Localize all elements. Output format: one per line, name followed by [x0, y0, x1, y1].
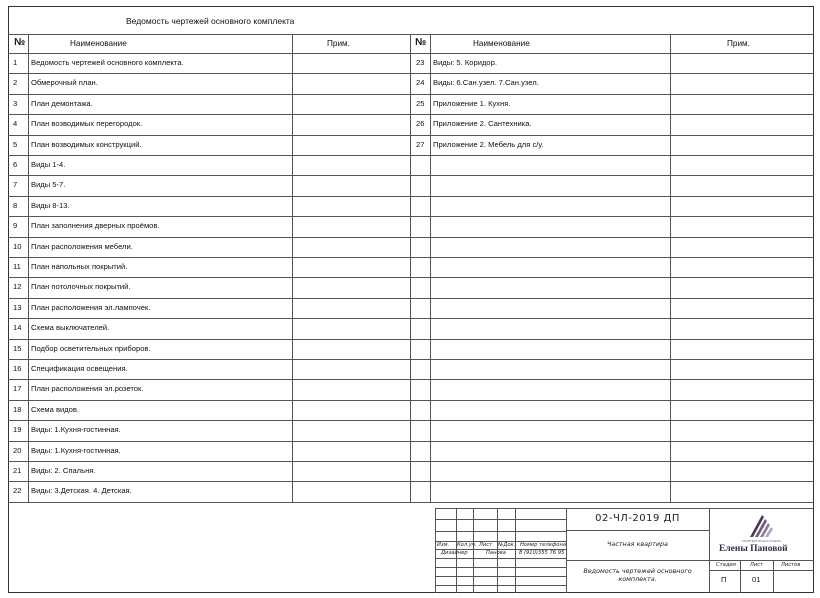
sheet-title-line2: комплекта.	[618, 575, 657, 583]
row-title: Виды: 1.Кухня-гостинная.	[31, 446, 121, 455]
row-title: Виды: 2. Спальня.	[31, 466, 96, 475]
row-number: 22	[13, 486, 22, 495]
row-number: 14	[13, 323, 22, 332]
stamp-middle-row	[566, 530, 709, 531]
row-title: Виды 8-13.	[31, 201, 70, 210]
stamp-izm: Изм.	[437, 542, 450, 548]
row-line	[8, 298, 814, 299]
column-line	[670, 34, 671, 502]
row-line	[8, 400, 814, 401]
header-note-left: Прим.	[327, 39, 350, 48]
row-line	[8, 94, 814, 95]
row-number: 24	[416, 78, 425, 87]
row-line	[8, 114, 814, 115]
stamp-subrow	[435, 519, 566, 520]
row-title: Виды 5-7.	[31, 180, 66, 189]
row-number: 6	[13, 160, 18, 169]
row-title: План возводимых перегородок.	[31, 119, 143, 128]
header-name-left: Наименование	[70, 39, 127, 48]
row-title: План расположения мебели.	[31, 242, 133, 251]
row-title: Ведомость чертежей основного комплекта.	[31, 58, 184, 67]
row-line	[8, 481, 814, 482]
row-line	[8, 175, 814, 176]
row-line	[8, 318, 814, 319]
stamp-top-line	[435, 508, 814, 509]
row-line	[8, 359, 814, 360]
stamp-subrow	[435, 531, 566, 532]
row-title: Виды: 6.Сан.узел. 7.Сан.узел.	[433, 78, 539, 87]
column-line	[28, 34, 29, 502]
row-title: План заполнения дверных проёмов.	[31, 221, 160, 230]
row-number: 3	[13, 99, 18, 108]
stamp-subcolumn	[473, 508, 474, 593]
row-title: План демонтажа.	[31, 99, 93, 108]
row-title: План возводимых конструкций.	[31, 140, 142, 149]
row-title: План потолочных покрытий.	[31, 282, 131, 291]
stamp-phone: 8 (910)355 76 95	[519, 550, 565, 556]
document-title: Ведомость чертежей основного комплекта	[126, 16, 295, 26]
row-title: Схема выключателей.	[31, 323, 110, 332]
row-number: 4	[13, 119, 18, 128]
row-line	[8, 73, 814, 74]
row-number: 25	[416, 99, 425, 108]
header-number-right: №	[415, 37, 427, 48]
row-number: 19	[13, 425, 22, 434]
row-number: 20	[13, 446, 22, 455]
stamp-ndok: №Док.	[498, 542, 516, 548]
row-number: 10	[13, 242, 22, 251]
row-title: Схема видов.	[31, 405, 80, 414]
row-number: 5	[13, 140, 18, 149]
row-number: 21	[13, 466, 22, 475]
stamp-right-col	[740, 560, 741, 593]
row-title: Обмерочный план.	[31, 78, 98, 87]
row-number: 27	[416, 140, 425, 149]
row-line	[8, 420, 814, 421]
row-line	[8, 257, 814, 258]
row-number: 9	[13, 221, 18, 230]
row-number: 13	[13, 303, 22, 312]
column-line	[292, 34, 293, 502]
row-line	[8, 441, 814, 442]
row-line	[8, 461, 814, 462]
row-title: План напольных покрытий.	[31, 262, 128, 271]
row-title: План расположения эл.лампочек.	[31, 303, 151, 312]
stamp-subrow	[435, 576, 566, 577]
row-number: 15	[13, 344, 22, 353]
row-line	[8, 277, 814, 278]
stamp-left-line	[435, 508, 436, 593]
studio-logo-icon	[748, 513, 776, 539]
row-title: Приложение 2. Мебель для с/у.	[433, 140, 544, 149]
row-number: 16	[13, 364, 22, 373]
sheet-title-line1: Ведомость чертежей основного	[583, 567, 692, 575]
sheet-label: Лист	[750, 562, 764, 568]
row-title: Спецификация освещения.	[31, 364, 128, 373]
row-number: 12	[13, 282, 22, 291]
stamp-koluch: Кол.уч.	[457, 542, 477, 548]
sheets-label: Листов	[781, 562, 801, 568]
column-line	[410, 34, 411, 502]
row-number: 26	[416, 119, 425, 128]
row-number: 17	[13, 384, 22, 393]
stamp-phone-label: Номер телефона	[520, 542, 567, 548]
row-number: 11	[13, 262, 21, 271]
row-title: Виды: 1.Кухня-гостинная.	[31, 425, 121, 434]
row-line	[8, 237, 814, 238]
stamp-divider	[709, 508, 710, 593]
row-line	[8, 196, 814, 197]
row-title: Подбор осветительных приборов.	[31, 344, 151, 353]
stamp-middle-row	[566, 560, 709, 561]
stamp-subrow	[435, 558, 566, 559]
stamp-right-row	[709, 570, 814, 571]
row-number: 2	[13, 78, 18, 87]
stamp-subcolumn	[515, 508, 516, 593]
row-line	[8, 135, 814, 136]
stamp-list: Лист	[479, 542, 493, 548]
row-line	[8, 339, 814, 340]
row-line	[8, 155, 814, 156]
header-name-right: Наименование	[473, 39, 530, 48]
row-title: Виды: 5. Коридор.	[433, 58, 497, 67]
project-name: Частная квартира	[607, 540, 668, 548]
stage-value: П	[721, 575, 727, 584]
header-number-left: №	[14, 37, 26, 48]
stamp-right-row	[709, 560, 814, 561]
row-title: Виды: 3.Детская. 4. Детская.	[31, 486, 132, 495]
row-line	[8, 216, 814, 217]
logo-caption: АРХИТЕКТУРНАЯ СТУДИЯ	[742, 539, 781, 543]
row-title: Виды 1-4.	[31, 160, 66, 169]
row-title: План расположения эл.розеток.	[31, 384, 144, 393]
row-number: 1	[13, 58, 18, 67]
row-number: 7	[13, 180, 18, 189]
row-line	[8, 379, 814, 380]
row-number: 23	[416, 58, 425, 67]
logo-name: Елены Пановой	[719, 544, 788, 554]
row-number: 18	[13, 405, 22, 414]
stamp-subrow	[435, 585, 566, 586]
stamp-right-col	[773, 560, 774, 593]
header-note-right: Прим.	[727, 39, 750, 48]
row-number: 8	[13, 201, 18, 210]
column-line	[430, 34, 431, 502]
stamp-subrow	[435, 567, 566, 568]
drawing-code: 02-ЧЛ-2019 ДП	[595, 513, 680, 524]
row-line	[8, 502, 814, 503]
stamp-surname: Панова	[486, 550, 506, 556]
row-title: Приложение 1. Кухня.	[433, 99, 511, 108]
table-top-line	[8, 34, 814, 35]
sheet-value: 01	[752, 575, 761, 584]
header-line	[8, 53, 814, 54]
stamp-role: Дизайнер	[441, 550, 468, 556]
row-title: Приложение 2. Сантехника.	[433, 119, 532, 128]
stage-label: Стадия	[716, 562, 736, 568]
